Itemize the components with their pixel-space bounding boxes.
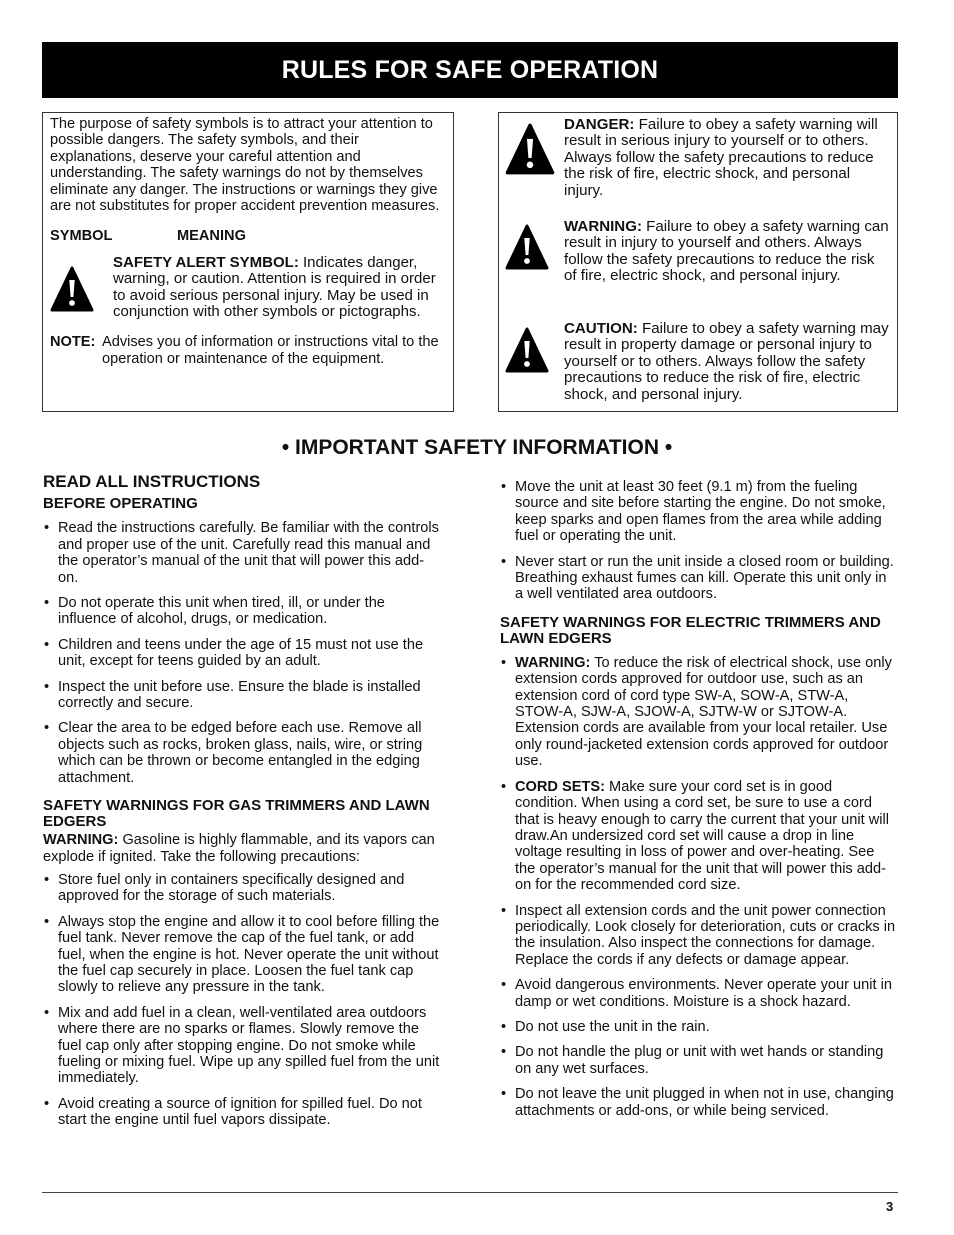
warning-triangle-icon [50, 266, 94, 312]
signal-words-box [498, 112, 898, 412]
before-operating-list [43, 520, 443, 786]
list-item: • Children and teens under the age of 15 must not use the unit, except for teens guided by an adult. [43, 637, 443, 670]
warning-triangle-icon [505, 327, 549, 373]
electric-trimmers-heading: SAFETY WARNINGS FOR ELECTRIC TRIMMERS AND LAWN EDGERS [500, 613, 881, 647]
note-text: Advises you of information or instructions vital to the operation or maintenance of the equipment. [102, 334, 439, 367]
symbol-column-label: SYMBOL [50, 228, 113, 245]
danger-text: Failure to obey a safety warning will result in serious injury to yourself or to others. Always follow the safety precautions to reduce the risk of fire, electric shock, and personal injury. [564, 116, 878, 199]
list-item: • Do not leave the unit plugged in when not in use, changing attachments or add-ons, or while being serviced. [500, 1086, 898, 1119]
gas-precautions-list [43, 872, 443, 1129]
page-number: 3 [886, 1199, 894, 1214]
footer-divider [42, 1192, 898, 1193]
warning-text: Failure to obey a safety warning can result in injury to yourself and others. Always follow the safety precautions to reduce the risk of fire, electric shock, and personal injury. [564, 218, 889, 285]
cord-sets-text: Make sure your cord set is in good condition. When using a cord set, be sure to use a cord that is heavy enough to carry the current that your unit will draw.An undersized cord set will cause a drop in line voltage resulting in loss of power and over-heating. See the operator’s manual for the unit that will power this add-on for the recommended cord size. [515, 778, 889, 894]
right-column [500, 479, 898, 1128]
gas-warning-paragraph [43, 832, 443, 865]
list-item: • Do not handle the plug or unit with wet hands or standing on any wet surfaces. [500, 1044, 898, 1077]
safety-alert-description [113, 255, 445, 321]
page-banner [42, 42, 898, 98]
list-item: • Do not use the unit in the rain. [500, 1019, 898, 1035]
list-item: • Store fuel only in containers specifically designed and approved for the storage of such materials. [43, 872, 443, 905]
list-item: • Always stop the engine and allow it to cool before filling the fuel tank. Never remove the cap of the fuel tank, or add fuel, when the engine is hot. Never operate the unit without the fuel cap securely in place. Loosen the fuel tank cap slowly to relieve any pressure in the tank. [43, 914, 443, 996]
caution-text: Failure to obey a safety warning may result in property damage or personal injury to yourself or to others. Always follow the safety precautions to reduce the risk of fire, electric shock, and personal injury. [564, 320, 889, 403]
before-operating-heading: BEFORE OPERATING [43, 495, 198, 513]
list-item: • Avoid creating a source of ignition for spilled fuel. Do not start the engine until fuel vapors dissipate. [43, 1096, 443, 1129]
safety-alert-label: SAFETY ALERT SYMBOL: [113, 253, 299, 271]
list-item: • Do not operate this unit when tired, ill, or under the influence of alcohol, drugs, or medication. [43, 595, 443, 628]
caution-row [499, 321, 897, 403]
list-item: • Inspect all extension cords and the unit power connection periodically. Look closely for deterioration, cuts or cracks in the insulation. Also inspect the connections for damage. Replace the cords if any defects or damage appear. [500, 903, 898, 969]
caution-description [564, 321, 897, 403]
symbol-table-header [50, 228, 445, 244]
section-title: • IMPORTANT SAFETY INFORMATION • [281, 436, 673, 459]
electric-warning-label: WARNING: [515, 654, 591, 671]
warning-label: WARNING: [564, 218, 642, 235]
list-item: • Inspect the unit before use. Ensure the blade is installed correctly and secure. [43, 679, 443, 712]
safety-symbols-box [42, 112, 454, 412]
warning-row [499, 219, 897, 285]
left-column [43, 474, 443, 1138]
banner-title: RULES FOR SAFE OPERATION [281, 55, 659, 84]
meaning-column-label: MEANING [177, 228, 246, 245]
list-item: • Move the unit at least 30 feet (9.1 m) from the fueling source and site before starting the engine. Do not smoke, keep sparks and open flames from the area while adding fuel or operating the unit. [500, 479, 898, 545]
danger-row [499, 117, 897, 199]
list-item: • Never start or run the unit inside a closed room or building. Breathing exhaust fumes can kill. Operate this unit only in a well ventilated area outdoors. [500, 554, 898, 603]
list-item: • Clear the area to be edged before each use. Remove all objects such as rocks, broken glass, nails, wire, or string which can be thrown or become entangled in the edging attachment. [43, 720, 443, 786]
list-item: • Read the instructions carefully. Be familiar with the controls and proper use of the unit. Carefully read this manual and the operator’s manual of the unit that will power this add-on. [43, 520, 443, 586]
gas-trimmers-heading: SAFETY WARNINGS FOR GAS TRIMMERS AND LAWN EDGERS [43, 797, 430, 831]
electric-warning-item [500, 655, 898, 770]
warning-description [564, 219, 897, 285]
warning-triangle-icon [505, 123, 555, 175]
safety-alert-row [50, 255, 445, 321]
electric-precautions-list [500, 655, 898, 1119]
symbols-intro: The purpose of safety symbols is to attract your attention to possible dangers. The safety symbols, and their explanations, deserve your careful attention and understanding. The safety warnings do not by themselves eliminate any danger. The instructions or warnings they give are not substitutes for proper accident prevention measures. [50, 116, 440, 215]
safety-alert-text: Indicates danger, warning, or caution. Attention is required in order to avoid serious personal injury. May be used in conjunction with other symbols or pictographs. [113, 253, 436, 321]
note-label: NOTE: [50, 334, 96, 351]
danger-label: DANGER: [564, 116, 635, 133]
electric-warning-text: To reduce the risk of electrical shock, use only extension cords approved for outdoor use, such as an extension cord of cord type SW-A, SOW-A, STW-A, STOW-A, SJW-A, SJOW-A, SJTW-W or SJTOW-A. Extension cords are available from your local retailer. Use only round-jacketed extension cords approved for outdoor use. [515, 654, 892, 770]
read-all-instructions-heading: READ ALL INSTRUCTIONS [43, 472, 261, 491]
gas-warning-label: WARNING: [43, 832, 119, 849]
note-row [50, 334, 445, 367]
cord-sets-label: CORD SETS: [515, 778, 605, 795]
warning-triangle-icon [505, 224, 549, 270]
cord-sets-item [500, 779, 898, 894]
danger-description [564, 117, 897, 199]
list-item: • Mix and add fuel in a clean, well-ventilated area outdoors where there are no sparks or flames. Slowly remove the fuel cap only after stopping engine. Do not smoke while fueling or mixing fuel. Wipe up any spilled fuel from the unit immediately. [43, 1005, 443, 1087]
gas-precautions-list-continued [500, 479, 898, 603]
caution-label: CAUTION: [564, 320, 638, 337]
list-item: • Avoid dangerous environments. Never operate your unit in damp or wet conditions. Moisture is a shock hazard. [500, 977, 898, 1010]
gas-warning-text: Gasoline is highly flammable, and its vapors can explode if ignited. Take the following precautions: [43, 832, 435, 865]
